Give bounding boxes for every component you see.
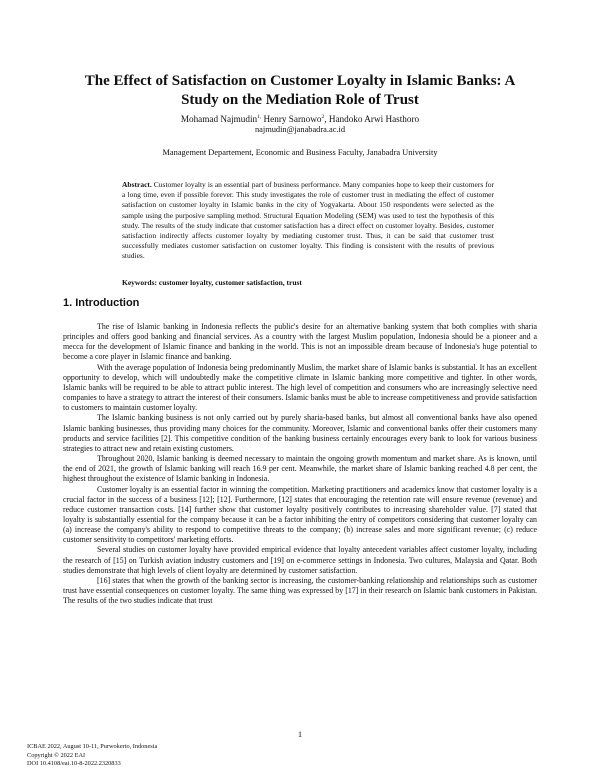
- author-email: najmudin@janabadra.ac.id: [254, 125, 346, 134]
- paragraph: [16] states that when the growth of the banking sector is increasing, the customer-banking relationship and relationships such as customer trust have essential consequences on customer loyalty. The same thing was expressed by [17] in their research on Islamic bank customers in Pakistan. The results of the two studies indicate that trust: [63, 575, 537, 606]
- author-affiliation-mark: 1,: [257, 113, 262, 120]
- section-heading: 1. Introduction: [63, 297, 140, 309]
- author-name: Mohamad Najmudin: [180, 114, 258, 124]
- abstract-text: Customer loyalty is an essential part of business performance. Many companies hope to keep their customers for a long time, even if possible forever. This study investigates the role of customer trust in mediating the effect of customer satisfaction on customer loyalty in Islamic banks in the city of Yogyakarta. About 150 respondents were selected as the sample using the purposive sampling method. Structural Equation Modeling (SEM) was used to test the hypothesis of this study. The results of the study indicate that customer satisfaction has a direct effect on customer loyalty. Besides, customer satisfaction indirectly affects customer loyalty by mediating customer trust. Thus, it can be said that customer trust successfully mediates customer satisfaction on customer loyalty. This finding is consistent with the results of previous studies.: [122, 180, 494, 261]
- paragraph: The rise of Islamic banking in Indonesia reflects the public's desire for an alternative banking system that both complies with sharia principles and offers good banking and financial services. As a country with the largest Muslim population, Indonesia should be a pioneer and a mecca for the development of Islamic finance and banking in the world. This is not an impossible dream because of Indonesia's huge potential to become a core player in Islamic finance and banking.: [63, 322, 537, 362]
- paragraph: The Islamic banking business is not only carried out by purely sharia-based banks, but almost all conventional banks have also opened Islamic banking businesses, thus providing many choices for the community. Moreover, Islamic and conventional banks offer their customers many products and service facilities [2]. This competitive condition of the banking business certainly encourages every bank to look for various business strategies to attract new and retain existing customers.: [63, 413, 537, 453]
- paragraph: Several studies on customer loyalty have provided empirical evidence that loyalty antecedent variables affect customer loyalty, including the research of [15] on Turkish aviation industry customers and [19] on e-commerce settings in Indonesia. Two cultures, Malaysia and Qatar. Both studies demonstrate that high levels of client loyalty are determined by customer satisfaction.: [63, 545, 537, 575]
- footer-conference: ICBAE 2022, August 10-11, Purwokerto, Indonesia: [27, 743, 158, 750]
- abstract-label: Abstract.: [122, 180, 152, 189]
- footer-copyright: Copyright © 2022 EAI: [27, 751, 86, 759]
- paragraph: With the average population of Indonesia being predominantly Muslim, the market share of Islamic banks is substantial. It has an excellent opportunity to develop, which will undoubtedly make the competitive climate in Islamic banking more competitive and tighter. In other words, Islamic banks will be required to be able to attract public interest. The high level of competition and consumers who are increasingly selective need companies to have a strategy to attract the interest of their consumers. Islamic banks must be able to increase competitiveness and provide satisfaction to customers to maintain customer loyalty.: [63, 362, 537, 413]
- author-list: [60, 114, 540, 125]
- title-line-1: The Effect of Satisfaction on Customer Loyalty in Islamic Banks: A: [84, 73, 516, 89]
- author-affiliation-mark: 2: [321, 113, 325, 120]
- paragraph: Throughout 2020, Islamic banking is deemed necessary to maintain the ongoing growth momentum and market share. As is known, until the end of 2021, the growth of Islamic banking will reach 16.9 per cent. Meanwhile, the market share of Islamic banking reached 4.8 per cent, the highest throughout the existence of Islamic banking in Indonesia.: [63, 454, 537, 484]
- page-number: 1: [297, 729, 303, 739]
- page-footer: [27, 743, 157, 769]
- author-name: , Handoko Arwi Hasthoro: [324, 114, 420, 124]
- paper-title: [60, 72, 540, 110]
- author-affiliation: Management Departement, Economic and Business Faculty, Janabadra University: [162, 148, 438, 157]
- author-name: Henry Sarnowo: [261, 114, 322, 124]
- footer-doi: DOI 10.4108/eai.10-8-2022.2320833: [27, 760, 121, 768]
- title-line-2: Study on the Mediation Role of Trust: [181, 92, 419, 108]
- keywords: Keywords: customer loyalty, customer satisfaction, trust: [122, 278, 302, 287]
- paragraph: Customer loyalty is an essential factor in winning the competition. Marketing practitioners and academics know that customer loyalty is a crucial factor in the success of a business [12]; [12]. Furthermore, [12] states that encouraging the retention rate will ensure revenue (revenue) and reduce customer transaction costs. [14] further show that customer loyalty positively contributes to increasing shareholder value. [7] stated that loyalty is substantially essential for the company because it can be a factor inhibiting the entry of competitors considering that customer loyalty can (a) increase the company's ability to respond to competitive threats to the company; (b) increase sales and more significant revenue; (c) reduce customer sensitivity to competitors' marketing efforts.: [63, 484, 537, 545]
- abstract: [122, 180, 494, 262]
- body-text: [63, 322, 537, 606]
